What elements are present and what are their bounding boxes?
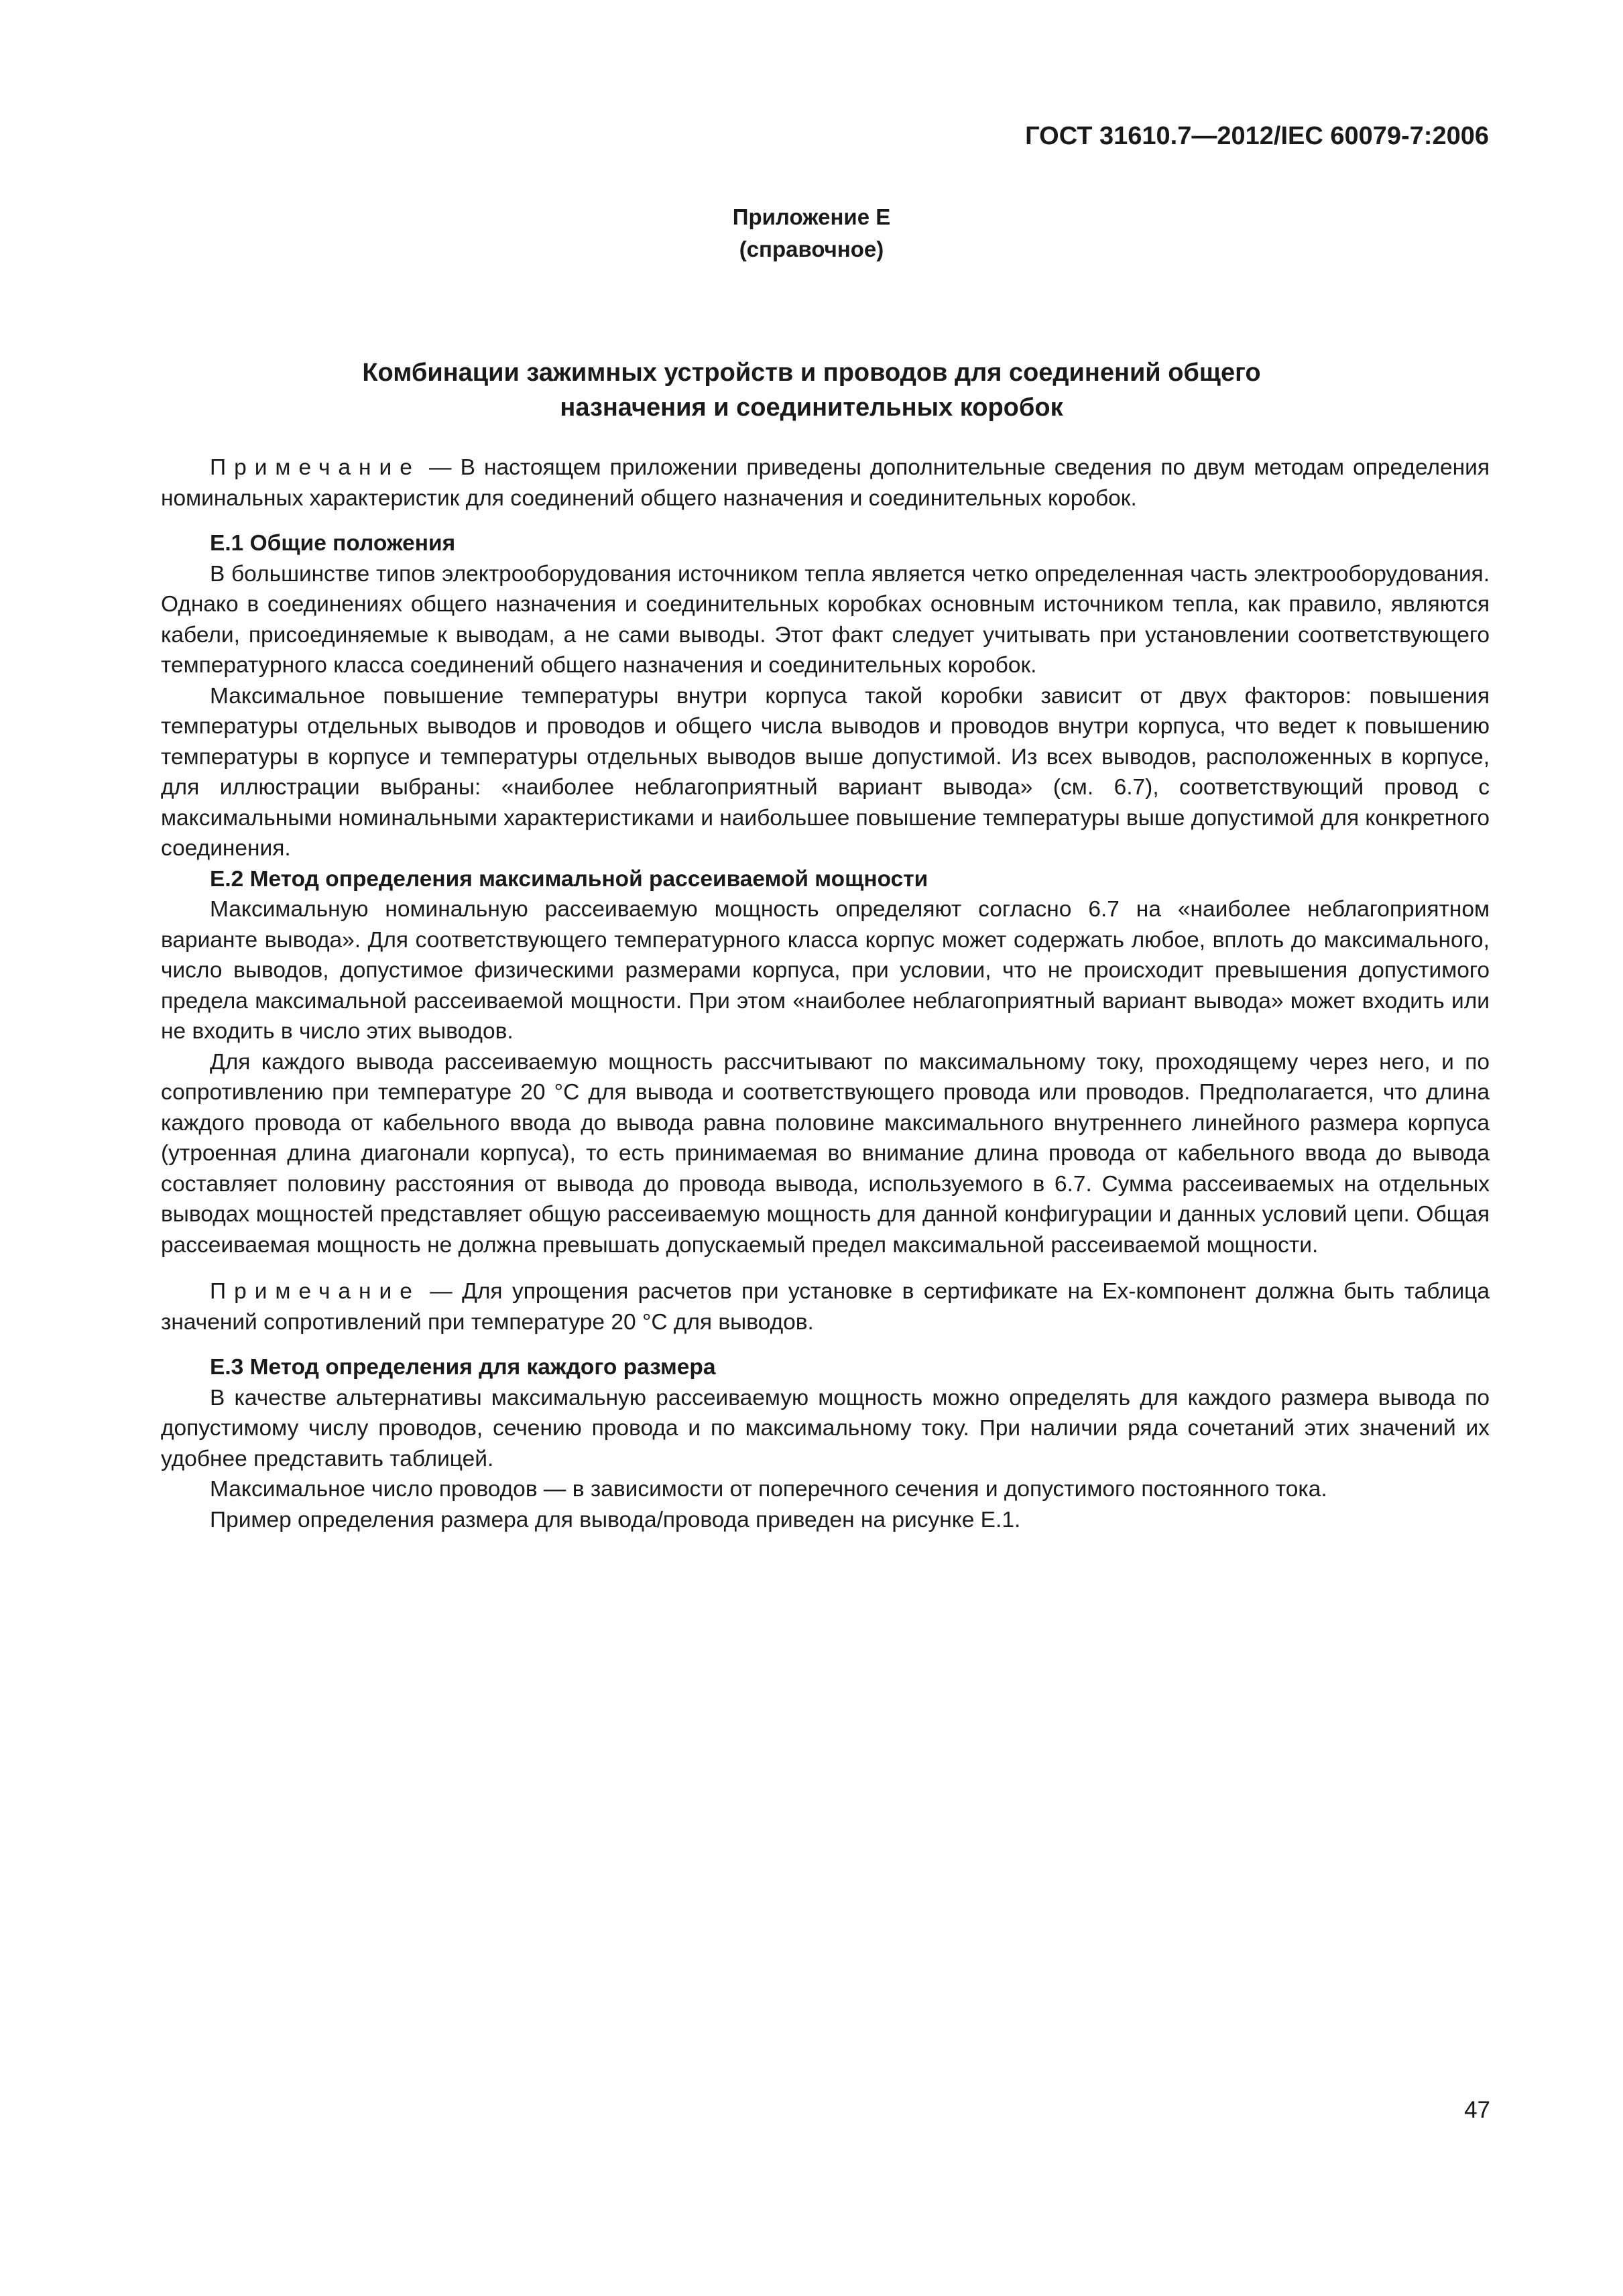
intro-note [161, 452, 1490, 513]
annex-title-line-1: Комбинации зажимных устройств и проводов для соединений общего [362, 359, 1261, 387]
section-e3-paragraph: В качестве альтернативы максимальную рассеиваемую мощность можно определять для каждого размера вывода по допустимому числу проводов, сечению провода и по максимальному току. При наличии ряда сочетаний этих значений их удобнее представить таблицей. [161, 1385, 1490, 1471]
page-number: 47 [1464, 2097, 1490, 2123]
annex-label: Приложение Е [732, 204, 891, 229]
note-label: Примечание [210, 1279, 420, 1304]
section-e1-heading: Е.1 Общие положения [210, 531, 456, 556]
section-e1-paragraph: В большинстве типов электрооборудования источником тепла является четко определенная часть электрооборудования. Однако в соединениях общего назначения и соединительных коробках основным источником тепла, как правило, являются кабели, присоединяемые к выводам, а не сами выводы. Этот факт следует учитывать при установлении соответствующего температурного класса соединений общего назначения и соединительных коробок. [161, 561, 1490, 678]
section-e3-heading: Е.3 Метод определения для каждого размера [210, 1355, 716, 1380]
section-e2-heading: Е.2 Метод определения максимальной рассеиваемой мощности [210, 866, 928, 892]
section-e1-paragraph: Максимальное повышение температуры внутри корпуса такой коробки зависит от двух факторов: повышения температуры отдельных выводов и проводов и общего числа выводов и проводов внутри корпуса, что ведет к повышению температуры в корпусе и температуры отдельных выводов выше допустимой. Из всех выводов, расположенных в корпусе, для иллюстрации выбраны: «наиболее неблагоприятный вариант вывода» (см. 6.7), соответствующий провод с максимальными номинальными характеристиками и наибольшее повышение температуры выше допустимой для конкретного соединения. [161, 683, 1490, 861]
section-e3-paragraph: Пример определения размера для вывода/провода приведен на рисунке Е.1. [210, 1507, 1021, 1532]
section-e3-paragraph: Максимальное число проводов — в зависимости от поперечного сечения и допустимого постоянного тока. [210, 1477, 1327, 1502]
annex-heading [0, 201, 1623, 265]
note-text: — Для упрощения расчетов при установке в сертификате на Ex-компонент должна быть таблица значений сопротивлений при температуре 20 °С для выводов. [161, 1279, 1490, 1335]
section-e2-paragraph: Максимальную номинальную рассеиваемую мощность определяют согласно 6.7 на «наиболее неблагоприятном варианте вывода». Для соответствующего температурного класса корпус может содержать любое, вплоть до максимального, число выводов, допустимое физическими размерами корпуса, при условии, что не происходит превышения допустимого предела максимальной рассеиваемой мощности. При этом «наиболее неблагоприятный вариант вывода» может входить или не входить в число этих выводов. [161, 897, 1490, 1044]
note-text: — В настоящем приложении приведены дополнительные сведения по двум методам определения номинальных характеристик для соединений общего назначения и соединительных коробок. [161, 455, 1490, 511]
annex-type: (справочное) [739, 237, 884, 261]
document-body [161, 452, 1490, 1535]
document-id: ГОСТ 31610.7—2012/IEC 60079-7:2006 [1025, 122, 1489, 150]
section-e2-note [161, 1276, 1490, 1337]
annex-title-line-2: назначения и соединительных коробок [560, 394, 1063, 422]
note-label: Примечание [210, 455, 420, 480]
section-e2-paragraph: Для каждого вывода рассеиваемую мощность рассчитывают по максимальному току, проходящему через него, и по сопротивлению при температуре 20 °С для вывода и соответствующего провода или проводов. Предполагается, что длина каждого провода от кабельного ввода до вывода равна половине максимального внутреннего линейного размера корпуса (утроенная длина диагонали корпуса), то есть принимаемая во внимание длина провода от кабельного ввода до вывода составляет половину расстояния от вывода до провода вывода, используемого в 6.7. Сумма рассеиваемых на отдельных выводах мощностей представляет общую рассеиваемую мощность для данной конфигурации и данных условий цепи. Общая рассеиваемая мощность не должна превышать допускаемый предел максимальной рассеиваемой мощности. [161, 1049, 1490, 1258]
annex-title [0, 355, 1623, 425]
